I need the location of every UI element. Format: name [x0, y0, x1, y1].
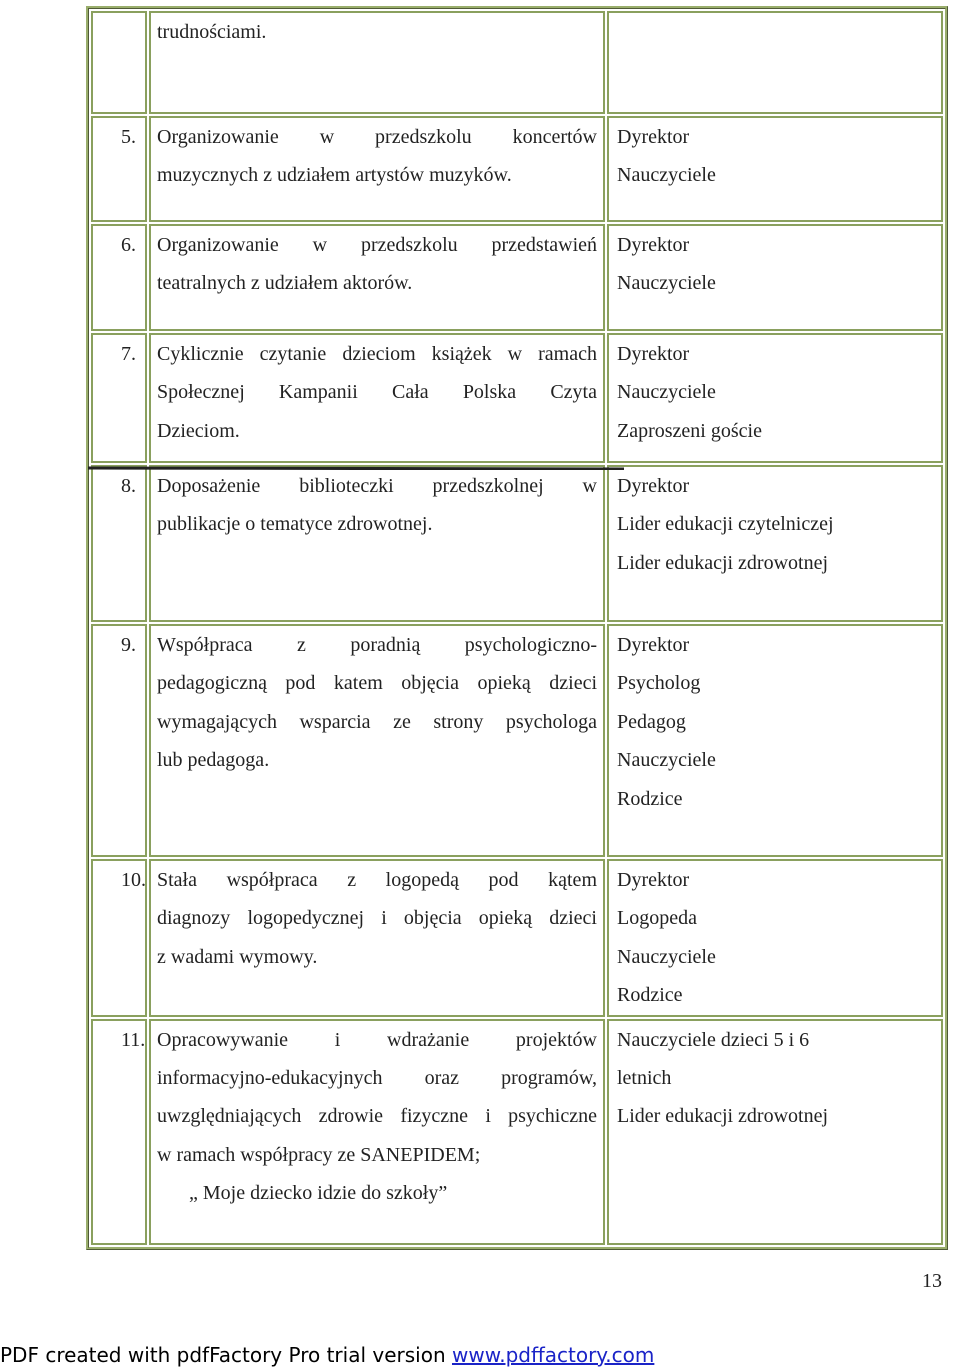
- responsible-person: Dyrektor: [617, 475, 690, 497]
- responsible-person: Lider edukacji zdrowotnej: [617, 551, 829, 574]
- responsible-person: Dyrektor: [617, 869, 690, 891]
- activity-description: [149, 1019, 605, 1245]
- responsible-person: Zaproszeni goście: [617, 419, 762, 442]
- responsible-person: Nauczyciele: [617, 272, 716, 295]
- responsible-person: Nauczyciele: [617, 945, 716, 968]
- description-line: diagnozy logopedycznej i objęcia opieką dzieci: [157, 907, 597, 930]
- responsible-persons: [607, 333, 943, 463]
- row-number: 5.: [91, 116, 147, 222]
- responsible-person: Lider edukacji zdrowotnej: [617, 1105, 829, 1128]
- responsible-person: Lider edukacji czytelniczej: [617, 513, 834, 536]
- activity-description: [149, 11, 605, 114]
- description-line: Organizowanie w przedszkolu koncertów: [157, 126, 597, 148]
- description-line: w ramach współpracy ze SANEPIDEM;: [157, 1143, 481, 1166]
- table-row: [91, 333, 943, 463]
- responsible-person: Logopeda: [617, 907, 697, 930]
- description-line: lub pedagoga.: [157, 749, 270, 772]
- scribble-separator: [88, 466, 624, 470]
- description-line: publikacje o tematyce zdrowotnej.: [157, 513, 433, 536]
- footer-link[interactable]: www.pdffactory.com: [451, 1343, 655, 1367]
- row-number: 10.: [91, 859, 147, 1017]
- responsible-persons: [607, 1019, 943, 1245]
- description-line: uwzględniających zdrowie fizyczne i psychiczne: [157, 1105, 597, 1128]
- responsible-person: Dyrektor: [617, 234, 690, 256]
- activities-table: [86, 6, 948, 1250]
- responsible-person: Rodzice: [617, 984, 683, 1007]
- table-row: [91, 624, 943, 857]
- table-row: [91, 116, 943, 222]
- table-row: [91, 1019, 943, 1245]
- description-line: Społecznej Kampanii Cała Polska Czyta: [157, 381, 597, 404]
- description-line: z wadami wymowy.: [157, 945, 318, 968]
- responsible-person: Dyrektor: [617, 343, 690, 365]
- responsible-person: Nauczyciele: [617, 381, 716, 404]
- table-row: [91, 224, 943, 331]
- activity-description: [149, 333, 605, 463]
- activity-description: [149, 859, 605, 1017]
- table-row: [91, 465, 943, 622]
- description-line: Dzieciom.: [157, 419, 240, 442]
- description-line: „ Moje dziecko idzie do szkoły”: [189, 1182, 448, 1205]
- table-row: [91, 859, 943, 1017]
- responsible-person: Nauczyciele dzieci 5 i 6: [617, 1028, 810, 1051]
- description-line: Opracowywanie i wdrażanie projektów: [157, 1028, 597, 1051]
- activity-description: [149, 624, 605, 857]
- description-line: Doposażenie biblioteczki przedszkolnej w: [157, 475, 597, 497]
- row-number: 6.: [91, 224, 147, 331]
- responsible-persons: [607, 465, 943, 622]
- activities-table-body: [91, 11, 943, 1245]
- description-line: Stała współpraca z logopedą pod kątem: [157, 869, 597, 891]
- responsible-person: letnich: [617, 1067, 672, 1090]
- responsible-person: Rodzice: [617, 787, 683, 810]
- responsible-persons: [607, 859, 943, 1017]
- description-line: pedagogiczną pod katem objęcia opieką dzieci: [157, 672, 597, 695]
- responsible-person: Nauczyciele: [617, 749, 716, 772]
- responsible-persons: [607, 116, 943, 222]
- description-line: trudnościami.: [157, 21, 267, 43]
- responsible-person: Psycholog: [617, 672, 701, 695]
- responsible-persons: [607, 11, 943, 114]
- description-line: wymagających wsparcia ze strony psychologa: [157, 710, 597, 733]
- description-line: Organizowanie w przedszkolu przedstawień: [157, 234, 597, 256]
- responsible-person: Dyrektor: [617, 634, 690, 656]
- description-line: Cyklicznie czytanie dzieciom książek w ramach: [157, 343, 597, 365]
- activity-description: [149, 224, 605, 331]
- row-number: 9.: [91, 624, 147, 857]
- responsible-persons: [607, 224, 943, 331]
- table-row: [91, 11, 943, 114]
- responsible-person: Nauczyciele: [617, 164, 716, 187]
- row-number: 8.: [91, 465, 147, 622]
- description-line: Współpraca z poradnią psychologiczno-: [157, 634, 597, 656]
- activity-description: [149, 465, 605, 622]
- description-line: informacyjno-edukacyjnych oraz programów,: [157, 1067, 597, 1090]
- row-number: 7.: [91, 333, 147, 463]
- page-number: 13: [922, 1270, 942, 1292]
- description-line: teatralnych z udziałem aktorów.: [157, 272, 413, 295]
- row-number: [91, 11, 147, 114]
- activity-description: [149, 116, 605, 222]
- responsible-person: Dyrektor: [617, 126, 690, 148]
- pdf-footer: [0, 1343, 654, 1367]
- responsible-persons: [607, 624, 943, 857]
- responsible-person: Pedagog: [617, 710, 686, 733]
- description-line: muzycznych z udziałem artystów muzyków.: [157, 164, 512, 187]
- footer-text: PDF created with pdfFactory Pro trial version: [0, 1343, 452, 1367]
- row-number: 11.: [91, 1019, 147, 1245]
